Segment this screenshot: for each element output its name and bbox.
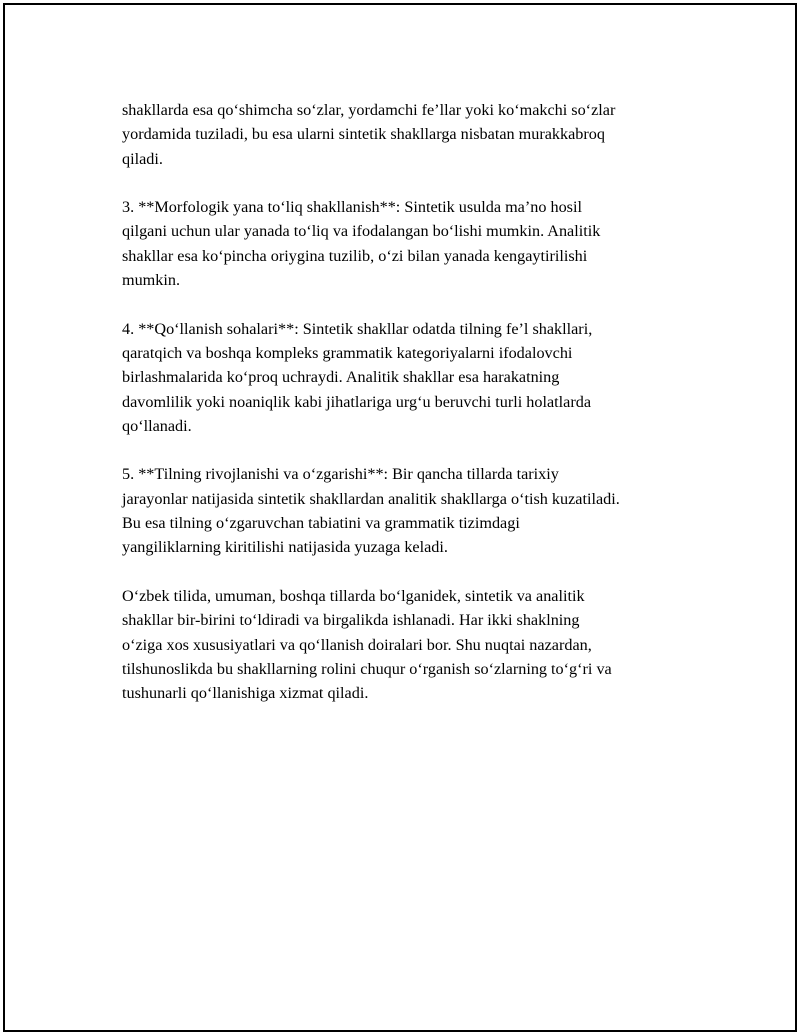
- text-line: 5. **Tilning rivojlanishi va o‘zgarishi**: Bir qancha tillarda tarixiy: [122, 465, 559, 484]
- text-line: shakllarda esa qo‘shimcha so‘zlar, yordamchi fe’llar yoki ko‘makchi so‘zlar: [122, 101, 616, 119]
- text-line: 3. **Morfologik yana to‘liq shakllanish**: Sintetik usulda ma’no hosil: [122, 198, 582, 217]
- paragraph-intro-continuation: [122, 98, 702, 171]
- text-line: jarayonlar natijasida sintetik shakllardan analitik shakllarga o‘tish kuzatiladi.: [122, 489, 620, 508]
- text-line: yangiliklarning kiritilishi natijasida yuzaga keladi.: [122, 538, 448, 557]
- text-line: qo‘llanadi.: [122, 416, 192, 435]
- paragraph-item-3: [122, 195, 702, 292]
- paragraph-conclusion: [122, 584, 702, 705]
- text-line: yordamida tuziladi, bu esa ularni sintetik shakllarga nisbatan murakkabroq: [122, 125, 605, 144]
- text-line: tilshunoslikda bu shakllarning rolini chuqur o‘rganish so‘zlarning to‘g‘ri va: [122, 659, 612, 678]
- text-line: tushunarli qo‘llanishiga xizmat qiladi.: [122, 684, 369, 703]
- paragraph-item-4: [122, 317, 702, 438]
- document-body: [122, 98, 702, 730]
- text-line: qaratqich va boshqa kompleks grammatik kategoriyalarni ifodalovchi: [122, 343, 573, 362]
- text-line: qilgani uchun ular yanada to‘liq va ifodalangan bo‘lishi mumkin. Analitik: [122, 222, 601, 241]
- text-line: birlashmalarida ko‘proq uchraydi. Analitik shakllar esa harakatning: [122, 368, 560, 387]
- text-line: qiladi.: [122, 149, 163, 168]
- page-frame: [3, 3, 797, 1032]
- text-line: mumkin.: [122, 271, 181, 290]
- text-line: shakllar esa ko‘pincha oriygina tuzilib, o‘zi bilan yanada kengaytirilishi: [122, 246, 588, 265]
- text-line: shakllar bir-birini to‘ldiradi va birgalikda ishlanadi. Har ikki shaklning: [122, 611, 580, 630]
- text-line: o‘ziga xos xususiyatlari va qo‘llanish doiralari bor. Shu nuqtai nazardan,: [122, 635, 592, 654]
- text-line: davomlilik yoki noaniqlik kabi jihatlariga urg‘u beruvchi turli holatlarda: [122, 392, 592, 411]
- text-line: 4. **Qo‘llanish sohalari**: Sintetik shakllar odatda tilning fe’l shakllari,: [122, 319, 593, 338]
- paragraph-item-5: [122, 462, 702, 559]
- text-line: O‘zbek tilida, umuman, boshqa tillarda bo‘lganidek, sintetik va analitik: [122, 586, 585, 605]
- text-line: Bu esa tilning o‘zgaruvchan tabiatini va grammatik tizimdagi: [122, 514, 520, 533]
